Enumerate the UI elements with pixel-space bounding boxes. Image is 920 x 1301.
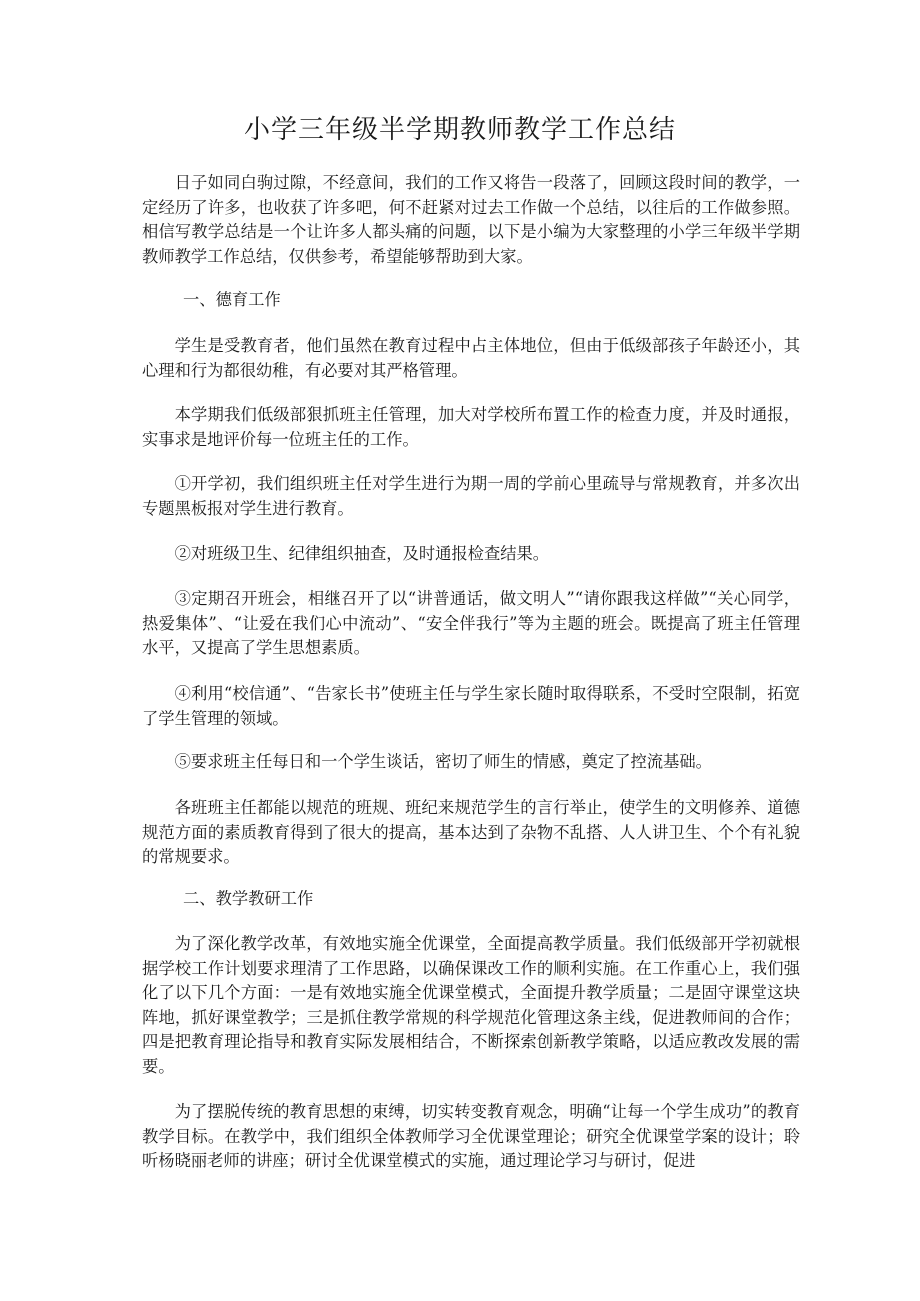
paragraph: 本学期我们低级部狠抓班主任管理，加大对学校所布置工作的检查力度，并及时通报，实事求是地评价每一位班主任的工作。	[142, 405, 800, 449]
list-item: ④利用“校信通”、“告家长书”使班主任与学生家长随时取得联系，不受时空限制，拓宽了学生管理的领域。	[142, 684, 800, 728]
section-heading-teaching-research: 二、教学教研工作	[183, 889, 314, 908]
intro-paragraph: 日子如同白驹过隙，不经意间，我们的工作又将告一段落了，回顾这段时间的教学，一定经历了许多，也收获了许多吧，何不赶紧对过去工作做一个总结，以往后的工作做参照。相信写教学总结是一个让许多人都头痛的问题，以下是小编为大家整理的小学三年级半学期教师教学工作总结，仅供参考，希望能够帮助到大家。	[142, 173, 800, 266]
paragraph: 各班班主任都能以规范的班规、班纪来规范学生的言行举止，使学生的文明修养、道德规范方面的素质教育得到了很大的提高，基本达到了杂物不乱搭、人人讲卫生、个个有礼貌的常规要求。	[142, 798, 800, 866]
paragraph: 为了摆脱传统的教育思想的束缚，切实转变教育观念，明确“让每一个学生成功”的教育教学目标。在教学中，我们组织全体教师学习全优课堂理论；研究全优课堂学案的设计；聆听杨晓丽老师的讲座；研讨全优课堂模式的实施，通过理论学习与研讨，促进	[142, 1102, 800, 1170]
paragraph: 为了深化教学改革，有效地实施全优课堂，全面提高教学质量。我们低级部开学初就根据学校工作计划要求理清了工作思路，以确保课改工作的顺利实施。在工作重心上，我们强化了以下几个方面：一是有效地实施全优课堂模式，全面提升教学质量；二是固守课堂这块阵地，抓好课堂教学；三是抓住教学常规的科学规范化管理这条主线，促进教师间的合作；四是把教育理论指导和教育实际发展相结合，不断探索创新教学策略，以适应教改发展的需要。	[142, 934, 800, 1076]
list-item: ①开学初，我们组织班主任对学生进行为期一周的学前心里疏导与常规教育，并多次出专题黑板报对学生进行教育。	[142, 474, 800, 518]
list-item: ⑤要求班主任每日和一个学生谈话，密切了师生的情感，奠定了控流基础。	[174, 752, 712, 771]
document-title: 小学三年级半学期教师教学工作总结	[243, 115, 676, 145]
paragraph: 学生是受教育者，他们虽然在教育过程中占主体地位，但由于低级部孩子年龄还小，其心理和行为都很幼稚，有必要对其严格管理。	[142, 336, 800, 380]
section-heading-moral-education: 一、德育工作	[183, 290, 281, 309]
list-item: ③定期召开班会，相继召开了以“讲普通话，做文明人”“请你跟我这样做”“关心同学，热爱集体”、“让爱在我们心中流动”、“安全伴我行”等为主题的班会。既提高了班主任管理水平，又提高了学生思想素质。	[142, 589, 800, 657]
list-item: ②对班级卫生、纪律组织抽查，及时通报检查结果。	[174, 544, 550, 563]
